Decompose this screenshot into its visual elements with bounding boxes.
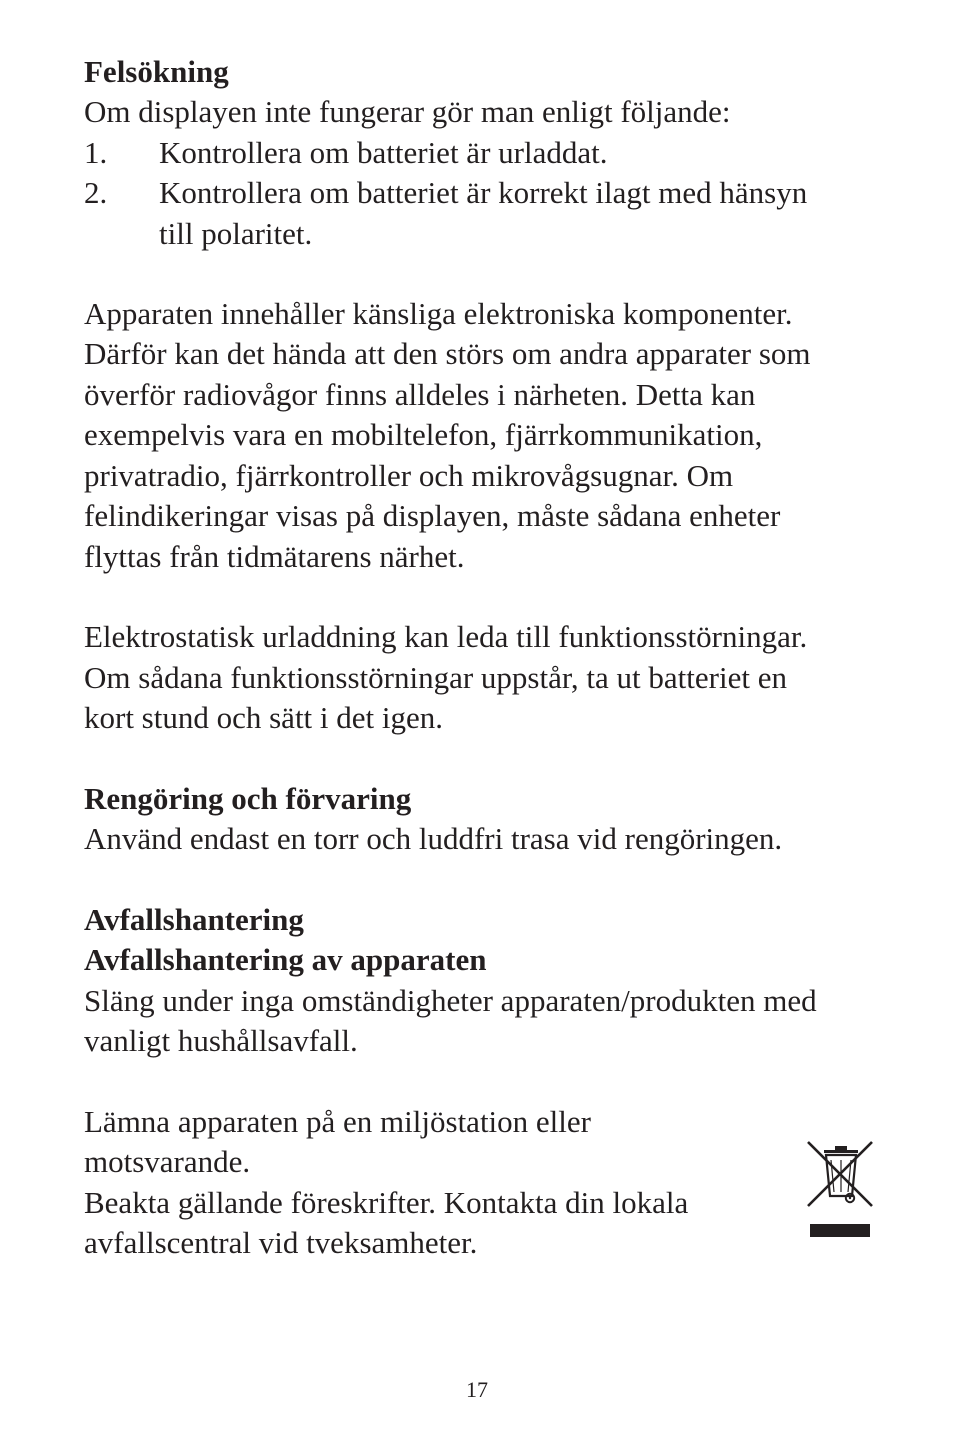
- paragraph-line: motsvarande.: [84, 1144, 251, 1179]
- step-text: Kontrollera om batteriet är korrekt ilagt med hänsyn: [159, 175, 808, 210]
- cleaning-heading: Rengöring och förvaring: [84, 781, 412, 816]
- page-number: 17: [466, 1377, 488, 1402]
- paragraph-line: Släng under inga omständigheter apparaten/produkten med: [84, 983, 817, 1018]
- troubleshooting-intro: Om displayen inte fungerar gör man enligt följande:: [84, 94, 731, 129]
- disposal-heading: Avfallshantering: [84, 902, 304, 937]
- paragraph-line: privatradio, fjärrkontroller och mikrovågsugnar. Om: [84, 458, 734, 493]
- paragraph-line: felindikeringar visas på displayen, måste sådana enheter: [84, 498, 781, 533]
- paragraph-line: Elektrostatisk urladdning kan leda till funktionsstörningar.: [84, 619, 808, 654]
- paragraph-line: Beakta gällande föreskrifter. Kontakta din lokala: [84, 1185, 689, 1220]
- troubleshooting-heading: Felsökning: [84, 54, 229, 89]
- paragraph-line: Apparaten innehåller känsliga elektroniska komponenter.: [84, 296, 793, 331]
- paragraph-line: kort stund och sätt i det igen.: [84, 700, 444, 735]
- paragraph-line: avfallscentral vid tveksamheter.: [84, 1225, 478, 1260]
- step-number: 2.: [84, 175, 108, 210]
- crossed-out-wheelie-bin-icon: [804, 1138, 876, 1242]
- paragraph-line: Om sådana funktionsstörningar uppstår, ta ut batteriet en: [84, 660, 787, 695]
- paragraph-line: vanligt hushållsavfall.: [84, 1023, 358, 1058]
- step-text: till polaritet.: [159, 216, 313, 251]
- paragraph-line: Därför kan det hända att den störs om andra apparater som: [84, 336, 811, 371]
- disposal-subheading: Avfallshantering av apparaten: [84, 942, 487, 977]
- paragraph-line: Lämna apparaten på en miljöstation eller: [84, 1104, 591, 1139]
- cleaning-text: Använd endast en torr och luddfri trasa vid rengöringen.: [84, 821, 783, 856]
- step-text: Kontrollera om batteriet är urladdat.: [159, 135, 608, 170]
- paragraph-line: flyttas från tidmätarens närhet.: [84, 539, 465, 574]
- paragraph-line: exempelvis vara en mobiltelefon, fjärrkommunikation,: [84, 417, 763, 452]
- paragraph-line: överför radiovågor finns alldeles i närheten. Detta kan: [84, 377, 756, 412]
- step-number: 1.: [84, 135, 108, 170]
